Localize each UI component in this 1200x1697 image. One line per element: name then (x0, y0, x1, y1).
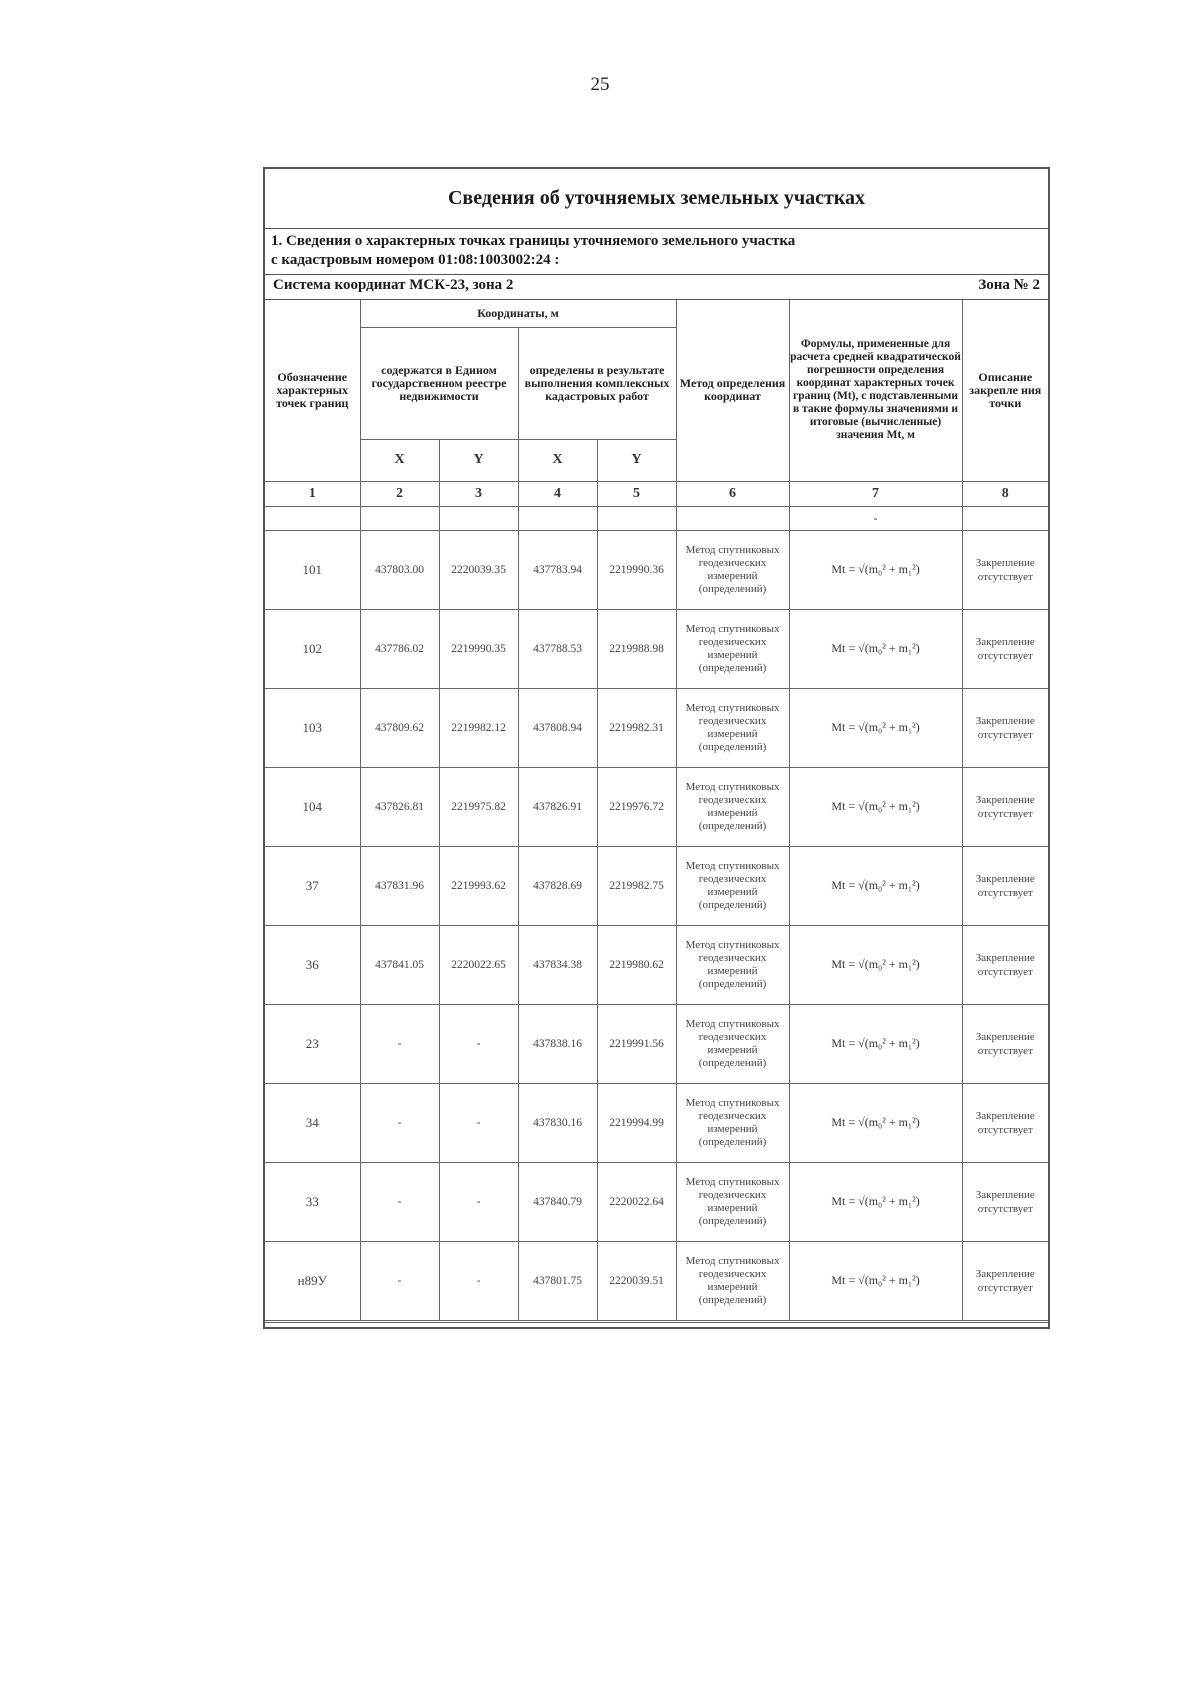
egrn-y-cell: 2219982.12 (439, 688, 518, 767)
point-designation-cell: 103 (265, 688, 360, 767)
method-cell: Метод спутниковых геодезических измерений (определений) (676, 530, 789, 609)
coordinate-system-row (265, 275, 1048, 300)
table-row (265, 1162, 1048, 1241)
egrn-y-cell: - (439, 1162, 518, 1241)
egrn-x-cell: - (360, 1241, 439, 1320)
title-row (265, 169, 1048, 229)
determined-y-cell: 2219990.36 (597, 530, 676, 609)
determined-y-cell: 2219991.56 (597, 1004, 676, 1083)
determined-x-cell: 437840.79 (518, 1162, 597, 1241)
determined-y-cell: 2219982.31 (597, 688, 676, 767)
determined-x-cell: 437828.69 (518, 846, 597, 925)
point-designation-cell: н89У (265, 1241, 360, 1320)
determined-x-cell: 437834.38 (518, 925, 597, 1004)
header-y-determined: Y (597, 439, 676, 481)
point-designation-cell: 33 (265, 1162, 360, 1241)
determined-y-cell: 2219980.62 (597, 925, 676, 1004)
table-row (265, 925, 1048, 1004)
column-number: 5 (597, 481, 676, 506)
zone-label: Зона № 2 (978, 277, 1040, 293)
bottom-rule (265, 1322, 1048, 1323)
document-title: Сведения об уточняемых земельных участках (447, 187, 866, 209)
egrn-x-cell: - (360, 1004, 439, 1083)
header-method: Метод определения координат (676, 300, 789, 481)
determined-x-cell: 437830.16 (518, 1083, 597, 1162)
empty-cell (439, 506, 518, 530)
table-row (265, 1241, 1048, 1320)
empty-cell (597, 506, 676, 530)
column-number: 1 (265, 481, 360, 506)
determined-x-cell: 437838.16 (518, 1004, 597, 1083)
column-number: 4 (518, 481, 597, 506)
description-cell: Закрепление отсутствует (962, 1162, 1048, 1241)
empty-cell (676, 506, 789, 530)
table-row (265, 530, 1048, 609)
point-designation-cell: 37 (265, 846, 360, 925)
determined-x-cell: 437808.94 (518, 688, 597, 767)
point-designation-cell: 23 (265, 1004, 360, 1083)
method-cell: Метод спутниковых геодезических измерений (определений) (676, 609, 789, 688)
method-cell: Метод спутниковых геодезических измерений (определений) (676, 688, 789, 767)
egrn-x-cell: 437786.02 (360, 609, 439, 688)
method-cell: Метод спутниковых геодезических измерений (определений) (676, 1162, 789, 1241)
empty-cell (265, 506, 360, 530)
section-heading (265, 229, 1048, 275)
method-cell: Метод спутниковых геодезических измерений (определений) (676, 846, 789, 925)
determined-y-cell: 2220039.51 (597, 1241, 676, 1320)
column-number: 2 (360, 481, 439, 506)
header-determined-coordinates: определены в результате выполнения комплексных кадастровых работ (518, 327, 676, 439)
empty-row-formula: - (789, 506, 962, 530)
formula-cell: Mt = √(m₀² + m₁²) (789, 1004, 962, 1083)
determined-y-cell: 2220022.64 (597, 1162, 676, 1241)
description-cell: Закрепление отсутствует (962, 688, 1048, 767)
header-x-determined: X (518, 439, 597, 481)
description-cell: Закрепление отсутствует (962, 846, 1048, 925)
egrn-y-cell: - (439, 1004, 518, 1083)
table-row (265, 1083, 1048, 1162)
egrn-x-cell: 437809.62 (360, 688, 439, 767)
egrn-x-cell: 437826.81 (360, 767, 439, 846)
formula-cell: Mt = √(m₀² + m₁²) (789, 530, 962, 609)
egrn-x-cell: - (360, 1162, 439, 1241)
section-heading-line2: с кадастровым номером 01:08:1003002:24 : (271, 252, 560, 268)
formula-cell: Mt = √(m₀² + m₁²) (789, 1162, 962, 1241)
description-cell: Закрепление отсутствует (962, 530, 1048, 609)
page-number: 25 (590, 74, 610, 95)
formula-cell: Mt = √(m₀² + m₁²) (789, 688, 962, 767)
header-y-egrn: Y (439, 439, 518, 481)
egrn-y-cell: 2219990.35 (439, 609, 518, 688)
empty-cell (360, 506, 439, 530)
column-number: 8 (962, 481, 1048, 506)
boundary-points-table (265, 300, 1048, 1321)
method-cell: Метод спутниковых геодезических измерений (определений) (676, 767, 789, 846)
description-cell: Закрепление отсутствует (962, 1241, 1048, 1320)
method-cell: Метод спутниковых геодезических измерений (определений) (676, 1004, 789, 1083)
point-designation-cell: 34 (265, 1083, 360, 1162)
description-cell: Закрепление отсутствует (962, 1004, 1048, 1083)
description-cell: Закрепление отсутствует (962, 925, 1048, 1004)
table-row (265, 688, 1048, 767)
description-cell: Закрепление отсутствует (962, 767, 1048, 846)
empty-cell (518, 506, 597, 530)
point-designation-cell: 36 (265, 925, 360, 1004)
coordinate-system-label: Система координат МСК-23, зона 2 (273, 277, 514, 293)
determined-x-cell: 437826.91 (518, 767, 597, 846)
description-cell: Закрепление отсутствует (962, 609, 1048, 688)
egrn-y-cell: 2220022.65 (439, 925, 518, 1004)
method-cell: Метод спутниковых геодезических измерений (определений) (676, 925, 789, 1004)
formula-cell: Mt = √(m₀² + m₁²) (789, 846, 962, 925)
header-formulas: Формулы, примененные для расчета средней квадратической погрешности определения координат характерных точек границ (Mt), с подставленными в такие формулы значениями и итоговые (вычисленные) значения Mt, м (789, 300, 962, 481)
method-cell: Метод спутниковых геодезических измерений (определений) (676, 1083, 789, 1162)
header-egrn-coordinates: содержатся в Едином государственном реестре недвижимости (360, 327, 518, 439)
egrn-x-cell: 437803.00 (360, 530, 439, 609)
header-coordinates: Координаты, м (360, 300, 676, 327)
formula-cell: Mt = √(m₀² + m₁²) (789, 767, 962, 846)
header-description: Описание закрепле ния точки (962, 300, 1048, 481)
table-row (265, 846, 1048, 925)
egrn-y-cell: - (439, 1083, 518, 1162)
column-number: 6 (676, 481, 789, 506)
egrn-y-cell: 2219975.82 (439, 767, 518, 846)
document-frame (263, 167, 1050, 1329)
column-number: 3 (439, 481, 518, 506)
point-designation-cell: 101 (265, 530, 360, 609)
table-row (265, 609, 1048, 688)
header-point-designation: Обозначение характерных точек границ (265, 300, 360, 481)
determined-x-cell: 437801.75 (518, 1241, 597, 1320)
empty-row (265, 506, 1048, 530)
formula-cell: Mt = √(m₀² + m₁²) (789, 1083, 962, 1162)
determined-y-cell: 2219988.98 (597, 609, 676, 688)
section-heading-line1: 1. Сведения о характерных точках границы уточняемого земельного участка (271, 233, 796, 249)
egrn-x-cell: 437841.05 (360, 925, 439, 1004)
method-cell: Метод спутниковых геодезических измерений (определений) (676, 1241, 789, 1320)
table-row (265, 1004, 1048, 1083)
determined-y-cell: 2219994.99 (597, 1083, 676, 1162)
egrn-x-cell: - (360, 1083, 439, 1162)
header-x-egrn: X (360, 439, 439, 481)
empty-cell (962, 506, 1048, 530)
determined-y-cell: 2219976.72 (597, 767, 676, 846)
egrn-y-cell: 2220039.35 (439, 530, 518, 609)
point-designation-cell: 104 (265, 767, 360, 846)
formula-cell: Mt = √(m₀² + m₁²) (789, 925, 962, 1004)
determined-x-cell: 437783.94 (518, 530, 597, 609)
table-row (265, 767, 1048, 846)
egrn-y-cell: - (439, 1241, 518, 1320)
formula-cell: Mt = √(m₀² + m₁²) (789, 609, 962, 688)
column-number: 7 (789, 481, 962, 506)
description-cell: Закрепление отсутствует (962, 1083, 1048, 1162)
egrn-y-cell: 2219993.62 (439, 846, 518, 925)
point-designation-cell: 102 (265, 609, 360, 688)
formula-cell: Mt = √(m₀² + m₁²) (789, 1241, 962, 1320)
determined-y-cell: 2219982.75 (597, 846, 676, 925)
determined-x-cell: 437788.53 (518, 609, 597, 688)
egrn-x-cell: 437831.96 (360, 846, 439, 925)
